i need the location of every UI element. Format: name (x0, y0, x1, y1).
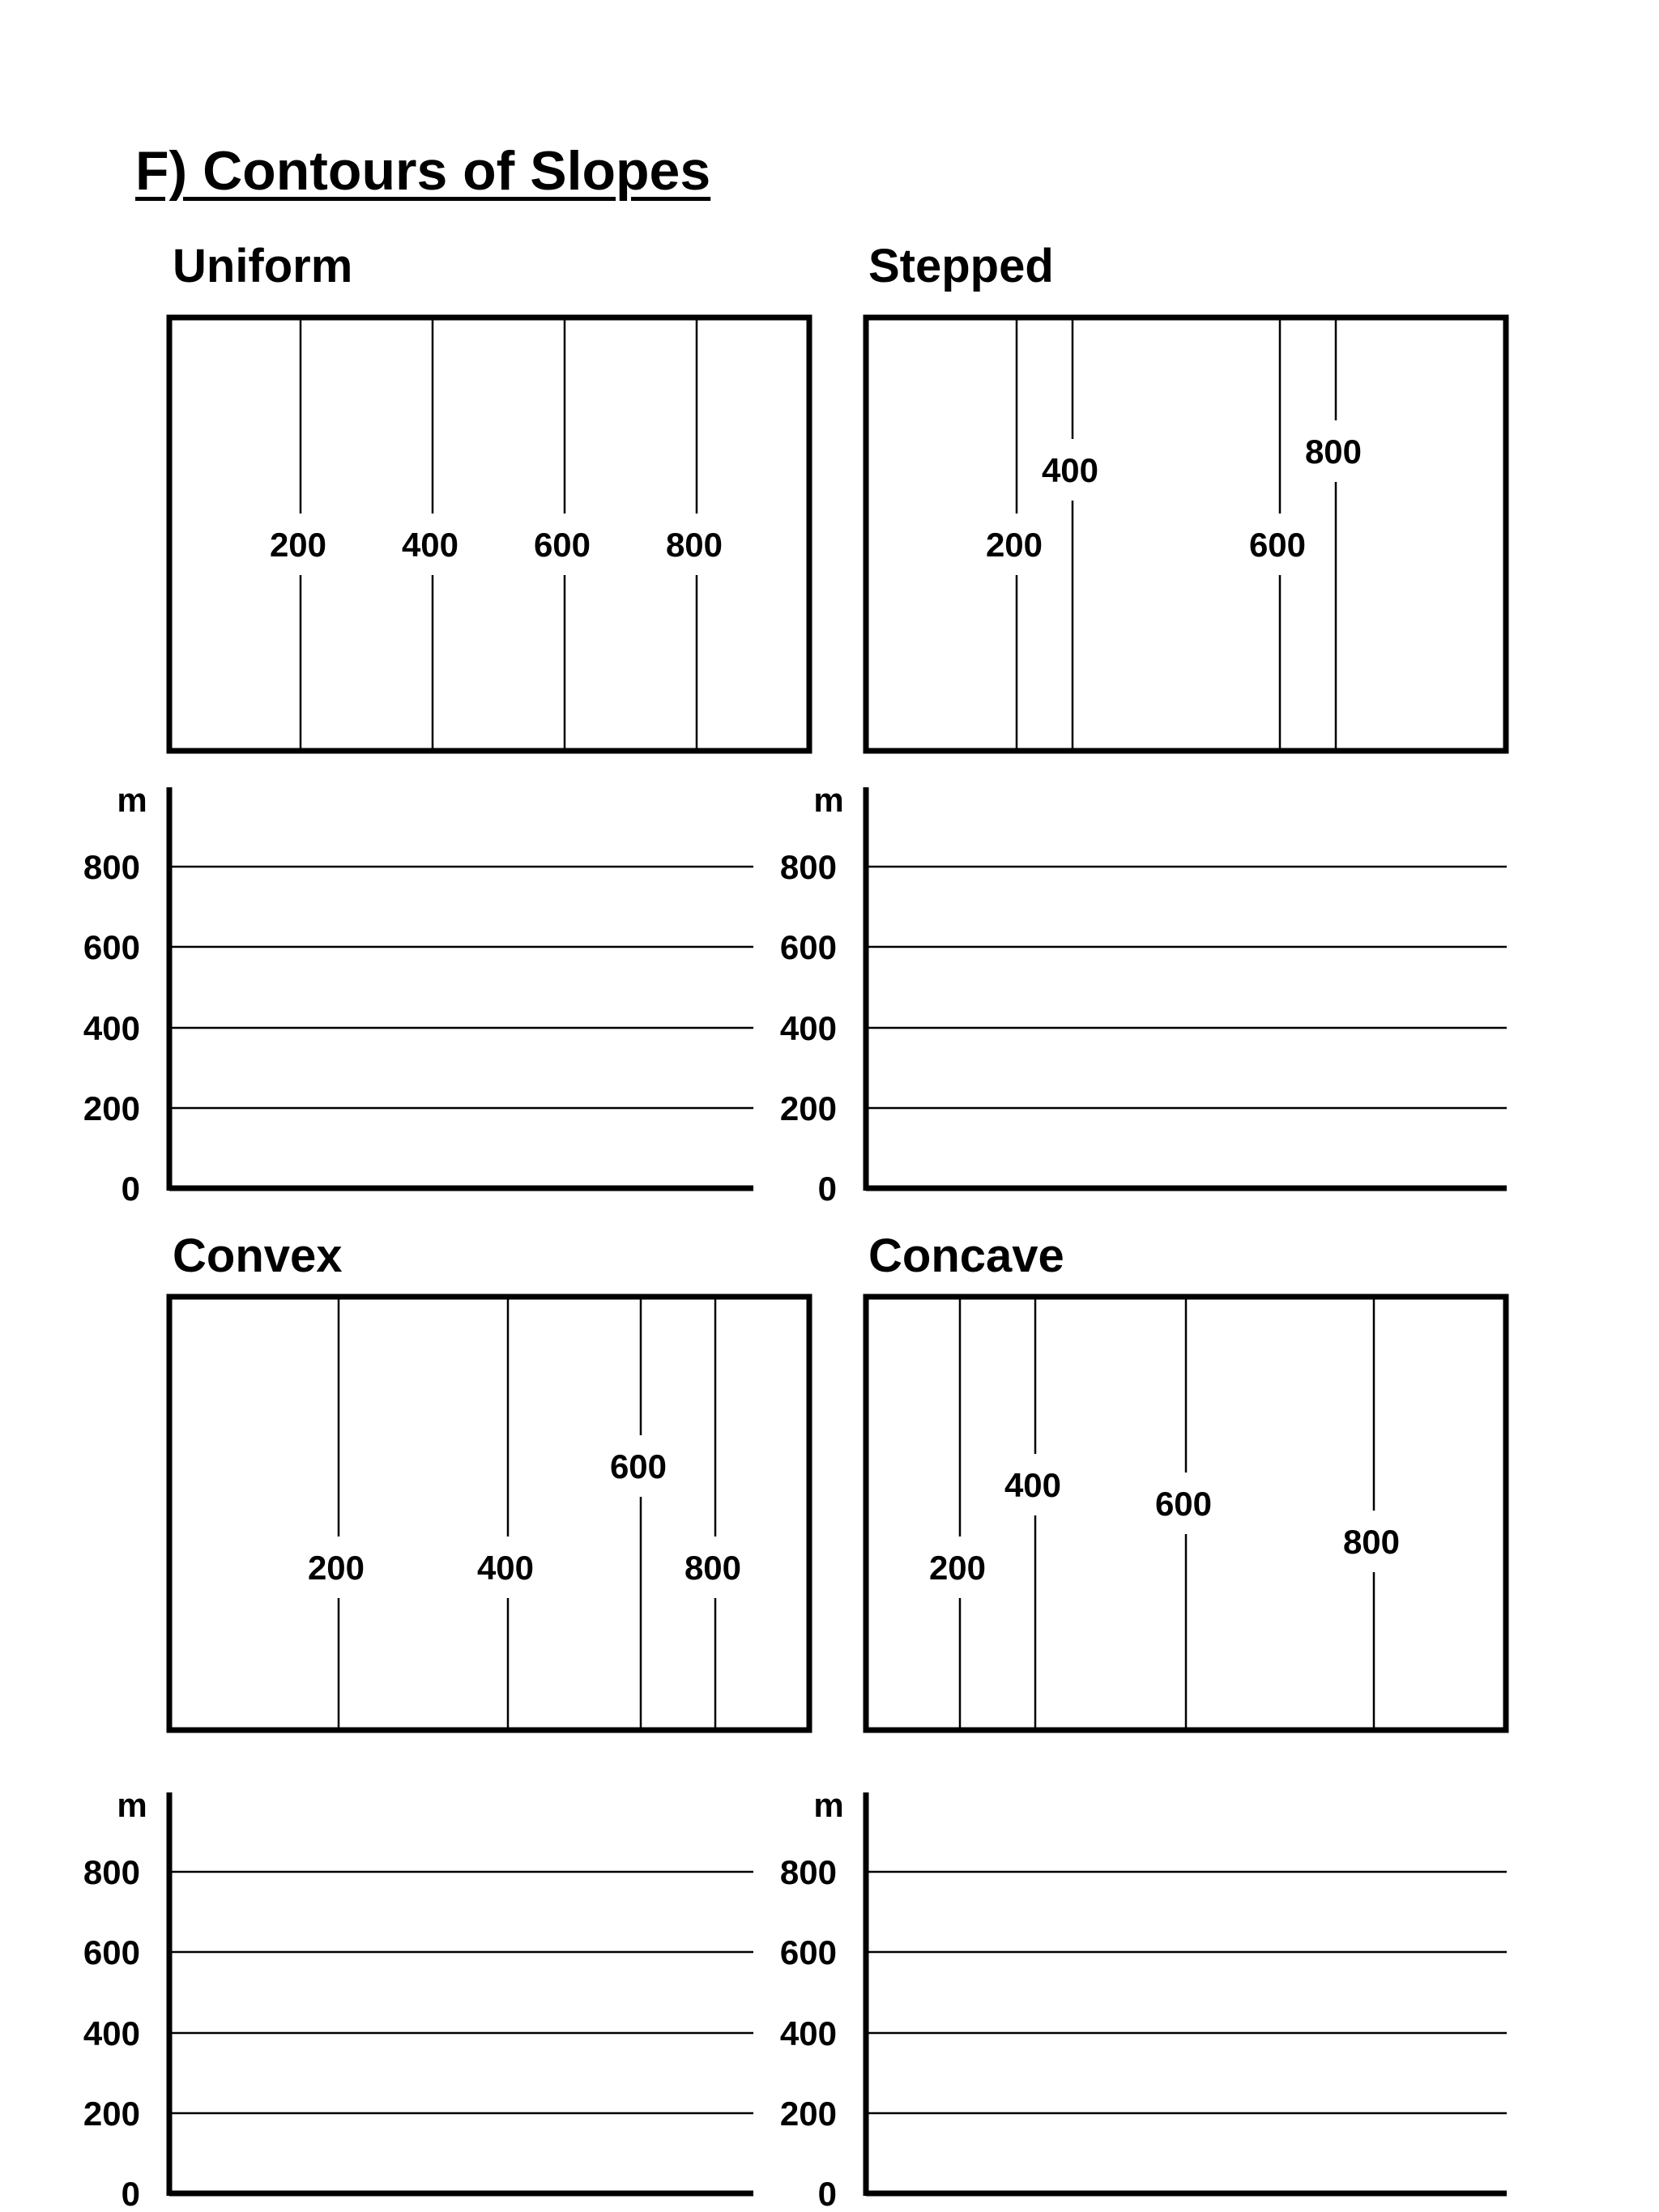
profile-tick-label-400: 400 (83, 2014, 140, 2052)
profile-tick-label-400: 400 (779, 2014, 837, 2052)
map-frame (866, 318, 1506, 751)
contour-label-800: 800 (1342, 1523, 1401, 1561)
profile-tick-label-600: 600 (779, 928, 837, 966)
profile-tick-label-800: 800 (779, 848, 837, 886)
map-frame (169, 1297, 809, 1730)
contour-map-convex (169, 1297, 809, 1730)
profile-tick-label-0: 0 (817, 2175, 837, 2212)
contour-label-400: 400 (401, 526, 459, 564)
contour-label-800: 800 (1304, 433, 1363, 471)
profile-tick-label-200: 200 (83, 1089, 140, 1127)
profile-tick-label-0: 0 (121, 1170, 140, 1208)
profile-tick-label-600: 600 (779, 1933, 837, 1971)
profile-tick-label-800: 800 (83, 848, 140, 886)
profile-unit-label: m (117, 781, 147, 819)
contour-label-200: 200 (985, 526, 1043, 564)
profile-tick-label-200: 200 (779, 1089, 837, 1127)
profile-unit-label: m (117, 1786, 147, 1824)
contour-label-200: 200 (269, 526, 327, 564)
panel-title-stepped: Stepped (868, 240, 1054, 292)
profile-tick-label-0: 0 (817, 1170, 837, 1208)
contour-map-concave (866, 1297, 1506, 1730)
profile-grid-stepped (780, 781, 1507, 1208)
profile-tick-label-800: 800 (83, 1853, 140, 1891)
profile-grid-convex (83, 1786, 753, 2212)
contour-label-800: 800 (665, 526, 723, 564)
panel-title-uniform: Uniform (173, 240, 353, 292)
contour-label-200: 200 (928, 1549, 987, 1587)
profile-unit-label: m (813, 781, 844, 819)
contour-label-600: 600 (609, 1447, 667, 1485)
profile-grid-concave (780, 1786, 1507, 2212)
contour-label-800: 800 (684, 1549, 742, 1587)
contour-map-stepped (866, 318, 1506, 751)
profile-tick-label-600: 600 (83, 1933, 140, 1971)
contour-label-600: 600 (533, 526, 591, 564)
contour-label-400: 400 (1004, 1466, 1062, 1504)
contour-map-uniform (169, 318, 809, 751)
profile-tick-label-200: 200 (83, 2095, 140, 2133)
profile-unit-label: m (813, 1786, 844, 1824)
profile-tick-label-0: 0 (121, 2175, 140, 2212)
profile-tick-label-400: 400 (83, 1009, 140, 1047)
contour-label-600: 600 (1154, 1485, 1213, 1523)
panel-title-convex: Convex (173, 1230, 343, 1282)
panel-title-concave: Concave (868, 1230, 1064, 1282)
profile-tick-label-200: 200 (779, 2095, 837, 2133)
profile-tick-label-400: 400 (779, 1009, 837, 1047)
contour-label-400: 400 (476, 1549, 535, 1587)
contour-label-600: 600 (1248, 526, 1307, 564)
profile-grid-uniform (83, 781, 753, 1208)
contour-label-200: 200 (307, 1549, 365, 1587)
profile-tick-label-600: 600 (83, 928, 140, 966)
profile-tick-label-800: 800 (779, 1853, 837, 1891)
contour-label-400: 400 (1041, 451, 1099, 489)
page-title: F) Contours of Slopes (135, 140, 711, 202)
